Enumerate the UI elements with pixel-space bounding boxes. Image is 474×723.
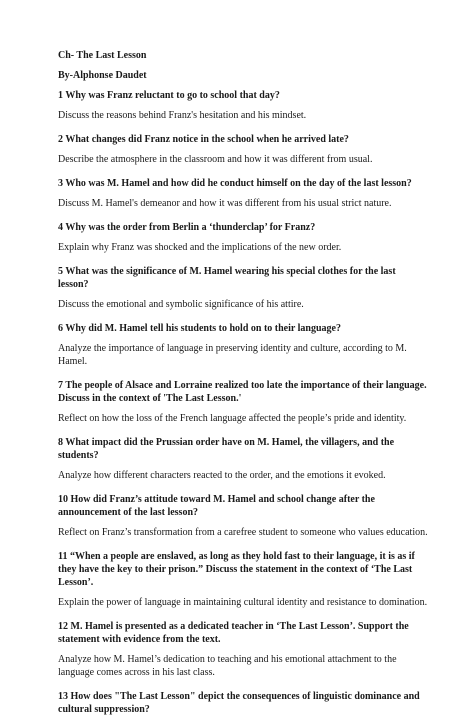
prompt-11: Explain the power of language in maintaining cultural identity and resistance to domination. [58,597,428,608]
prompt-4: Explain why Franz was shocked and the implications of the new order. [58,242,342,253]
question-8: 8 What impact did the Prussian order have on M. Hamel, the villagers, and the students? [58,437,395,461]
chapter-title: Ch- The Last Lesson [58,50,147,61]
author-line: By-Alphonse Daudet [58,70,147,81]
prompt-12: Analyze how M. Hamel’s dedication to teaching and his emotional attachment to the language comes across in his last class. [58,654,397,678]
question-2: 2 What changes did Franz notice in the school when he arrived late? [58,134,349,145]
question-7: 7 The people of Alsace and Lorraine realized too late the importance of their language. Discuss in the context of 'The Last Lesson.' [58,380,427,404]
prompt-8: Analyze how different characters reacted to the order, and the emotions it evoked. [58,470,386,481]
question-5: 5 What was the significance of M. Hamel wearing his special clothes for the last lesson? [58,266,396,290]
question-10: 10 How did Franz’s attitude toward M. Hamel and school change after the announcement of the last lesson? [58,494,375,518]
prompt-10: Reflect on Franz’s transformation from a carefree student to someone who values education. [58,527,428,538]
question-3: 3 Who was M. Hamel and how did he conduct himself on the day of the last lesson? [58,178,412,189]
prompt-2: Describe the atmosphere in the classroom and how it was different from usual. [58,154,373,165]
prompt-1: Discuss the reasons behind Franz's hesitation and his mindset. [58,110,307,121]
question-4: 4 Why was the order from Berlin a ‘thunderclap’ for Franz? [58,222,316,233]
question-1: 1 Why was Franz reluctant to go to school that day? [58,90,280,101]
prompt-3: Discuss M. Hamel's demeanor and how it was different from his usual strict nature. [58,198,392,209]
document-page [58,49,428,723]
prompt-5: Discuss the emotional and symbolic significance of his attire. [58,299,304,310]
question-6: 6 Why did M. Hamel tell his students to hold on to their language? [58,323,341,334]
question-13: 13 How does "The Last Lesson" depict the consequences of linguistic dominance and cultural suppression? [58,691,420,715]
question-12: 12 M. Hamel is presented as a dedicated teacher in ‘The Last Lesson’. Support the statement with evidence from the text. [58,621,409,645]
prompt-7: Reflect on how the loss of the French language affected the people’s pride and identity. [58,413,407,424]
question-11: 11 “When a people are enslaved, as long as they hold fast to their language, it is as if they have the key to their prison.” Discuss the statement in the context of ‘The Last Lesson’. [58,551,415,588]
prompt-6: Analyze the importance of language in preserving identity and culture, according to M. Hamel. [58,343,407,367]
